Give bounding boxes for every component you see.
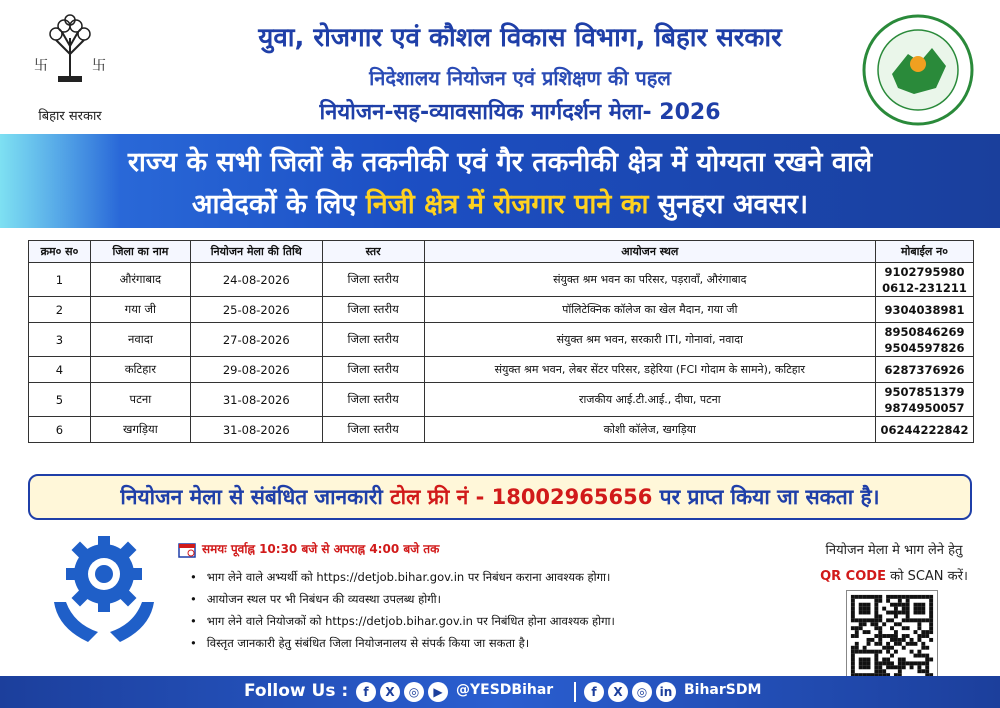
table-row [29,297,974,323]
linkedin-icon[interactable]: in [656,682,676,702]
toll-free-banner [28,474,972,520]
serial-cell: 1 [29,263,91,297]
timing-row [178,540,439,558]
mobile-number[interactable]: 9102795980 [884,264,965,279]
mobile-cell [875,383,973,417]
social-handle-yesd[interactable]: @YESDBihar [456,682,554,698]
header-level: स्तर [322,241,424,263]
qr-instruction-line-2 [794,566,994,584]
header-venue: आयोजन स्थल [424,241,875,263]
district-cell: गया जी [90,297,190,323]
x-icon[interactable]: X [380,682,400,702]
x-icon[interactable]: X [608,682,628,702]
date-cell: 25-08-2026 [190,297,322,323]
footer-separator [574,682,576,702]
venue-cell: संयुक्त श्रम भवन, सरकारी ITI, गोनावां, नवादा [424,323,875,357]
facebook-icon[interactable]: f [356,682,376,702]
qr-instruction-post: को SCAN करें। [885,569,968,584]
mobile-cell [875,417,973,443]
district-cell: पटना [90,383,190,417]
venue-cell: संयुक्त श्रम भवन का परिसर, पड़रावाँ, औरंगाबाद [424,263,875,297]
serial-cell: 3 [29,323,91,357]
event-title: नियोजन-सह-व्यावसायिक मार्गदर्शन मेला- 2026 [319,100,721,125]
banner-line-2-post: सुनहरा अवसर। [648,189,809,220]
header-date: नियोजन मेला की तिथि [190,241,322,263]
follow-us-label: Follow Us : [244,681,349,701]
banner-highlight: निजी क्षेत्र में रोजगार पाने का [365,189,649,220]
venue-cell: राजकीय आई.टी.आई., दीघा, पटना [424,383,875,417]
date-cell: 27-08-2026 [190,323,322,357]
table-row [29,323,974,357]
district-cell: खगड़िया [90,417,190,443]
level-cell: जिला स्तरीय [322,263,424,297]
banner-line-1: राज्य के सभी जिलों के तकनीकी एवं गैर तकनीकी क्षेत्र में योग्यता रखने वाले [127,147,873,178]
table-row [29,263,974,297]
svg-text:卐: 卐 [34,58,48,74]
qr-code-label: QR CODE [820,569,886,584]
mobile-number[interactable]: 06244222842 [880,422,969,437]
mobile-number[interactable]: 8950846269 [884,324,965,339]
list-item: • विस्तृत जानकारी हेतु संबंधित जिला नियोजनालय से संपर्क किया जा सकता है। [190,632,750,654]
directorate-subtitle: निदेशालय नियोजन एवं प्रशिक्षण की पहल [369,66,671,90]
mobile-number[interactable]: 9304038981 [884,302,965,317]
svg-text:卐: 卐 [92,58,106,74]
mobile-cell [875,297,973,323]
serial-cell: 2 [29,297,91,323]
table-header-row [29,241,974,263]
district-cell: नवादा [90,323,190,357]
fair-schedule-table [28,240,974,443]
mobile-number[interactable]: 6287376926 [884,362,965,377]
level-cell: जिला स्तरीय [322,383,424,417]
banner-line-2-pre: आवेदकों के लिए [191,189,366,220]
banner-line-2 [10,184,990,221]
toll-pre: नियोजन मेला से संबंधित जानकारी [120,485,391,509]
mobile-number[interactable]: 9504597826 [884,340,965,355]
qr-instruction-line-1: नियोजन मेला मे भाग लेने हेतु [825,543,963,558]
instructions-list [190,566,750,654]
level-cell: जिला स्तरीय [322,417,424,443]
list-item: • भाग लेने वाले नियोजकों को https://detjob.bihar.gov.in पर निबंधित होना आवश्यक होगा। [190,610,750,632]
toll-free-number[interactable]: टोल फ्री नं - 18002965656 [390,485,653,509]
social-handle-sdm[interactable]: BiharSDM [684,682,762,698]
instagram-icon[interactable]: ◎ [404,682,424,702]
serial-cell: 4 [29,357,91,383]
date-cell: 31-08-2026 [190,383,322,417]
mobile-number[interactable]: 0612-231211 [882,280,967,295]
table-row [29,357,974,383]
facebook-icon[interactable]: f [584,682,604,702]
table-row [29,383,974,417]
date-cell: 29-08-2026 [190,357,322,383]
mobile-number[interactable]: 9874950057 [884,400,965,415]
calendar-icon [178,542,196,558]
district-cell: औरंगाबाद [90,263,190,297]
header-district: जिला का नाम [90,241,190,263]
level-cell: जिला स्तरीय [322,323,424,357]
table-row [29,417,974,443]
timing-text: समयः पूर्वाह्न 10:30 बजे से अपराह्न 4:00 बजे तक [202,542,440,556]
list-item: • आयोजन स्थल पर भी निबंधन की व्यवस्था उपलब्ध होगी। [190,588,750,610]
date-cell: 31-08-2026 [190,417,322,443]
gov-label: बिहार सरकार [38,109,102,124]
district-cell: कटिहार [90,357,190,383]
list-item: • भाग लेने वाले अभ्यर्थी को https://detjob.bihar.gov.in पर निबंधन कराना आवश्यक होगा। [190,566,750,588]
mobile-cell [875,357,973,383]
toll-post: पर प्राप्त किया जा सकता है। [652,485,880,509]
mobile-number[interactable]: 9507851379 [884,384,965,399]
venue-cell: संयुक्त श्रम भवन, लेबर सेंटर परिसर, डहेरिया (FCI गोदाम के सामने), कटिहार [424,357,875,383]
header-mobile: मोबाईल न० [875,241,973,263]
mobile-cell [875,323,973,357]
serial-cell: 5 [29,383,91,417]
serial-cell: 6 [29,417,91,443]
level-cell: जिला स्तरीय [322,357,424,383]
mobile-cell [875,263,973,297]
youtube-icon[interactable]: ▶ [428,682,448,702]
gear-hands-icon [48,532,160,650]
bihar-emblem-icon [22,14,118,84]
department-title: युवा, रोजगार एवं कौशल विकास विभाग, बिहार सरकार [258,23,782,53]
qr-code-icon[interactable] [846,590,938,682]
venue-cell: पॉलिटेक्निक कॉलेज का खेल मैदान, गया जी [424,297,875,323]
venue-cell: कोशी कॉलेज, खगड़िया [424,417,875,443]
instagram-icon[interactable]: ◎ [632,682,652,702]
department-logo-icon [862,14,974,126]
header-serial: क्रम० स० [29,241,91,263]
level-cell: जिला स्तरीय [322,297,424,323]
date-cell: 24-08-2026 [190,263,322,297]
